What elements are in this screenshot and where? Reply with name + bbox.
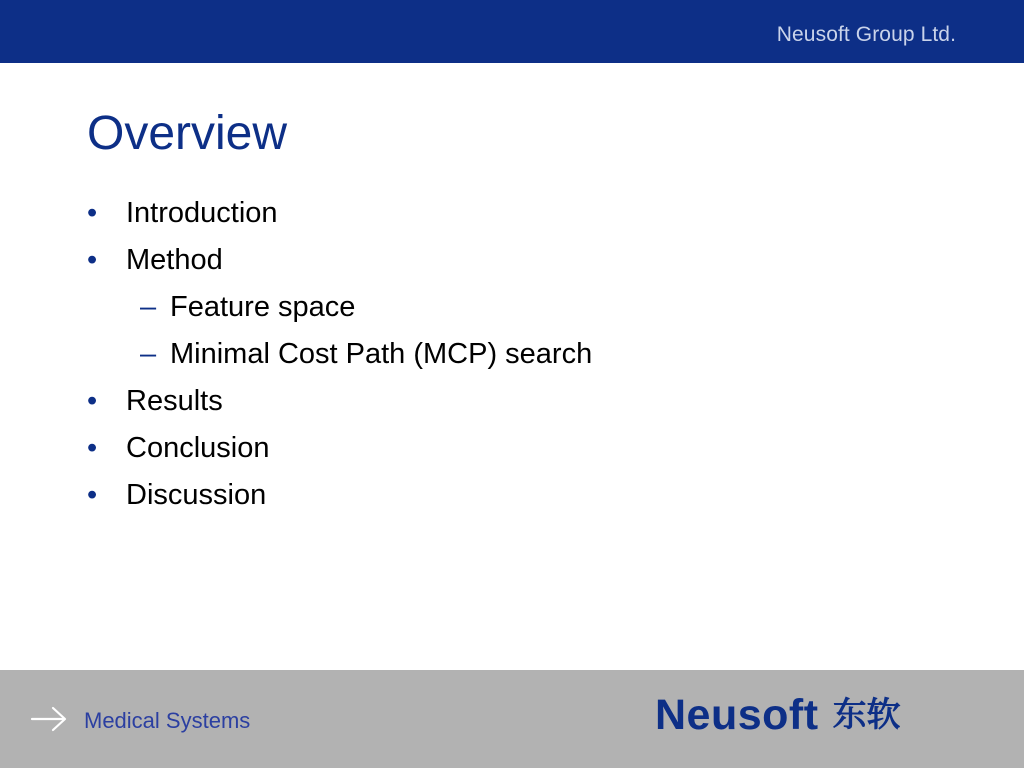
sub-bullet-text: Minimal Cost Path (MCP) search [170,338,593,370]
logo-chinese-text: 东软 [832,695,901,735]
sub-bullet-marker: – [140,338,157,370]
sub-bullet-item [87,331,927,378]
slide-title: Overview [87,107,288,160]
sub-bullet-marker: – [140,291,157,323]
footer-bar [0,670,1024,768]
bullet-marker: • [87,385,98,417]
logo-text: Neusoft [655,691,819,739]
bullet-marker: • [87,244,98,276]
bullet-item [87,425,927,472]
arrow-right-icon [30,704,68,734]
division-name: Medical Systems [84,708,251,733]
bullet-item [87,378,927,425]
bullet-text: Results [126,385,223,417]
bullet-text: Discussion [126,479,267,511]
bullet-text: Introduction [126,197,278,229]
bullet-marker: • [87,432,98,464]
bullet-marker: • [87,479,98,511]
bullet-text: Conclusion [126,432,270,464]
sub-bullet-item [87,284,927,331]
bullet-item [87,472,927,519]
bullet-item [87,237,927,284]
bullet-marker: • [87,197,98,229]
sub-bullet-text: Feature space [170,291,356,323]
bullet-item [87,190,927,237]
header-bar [0,0,1024,63]
company-logo [655,692,901,738]
bullet-text: Method [126,244,223,276]
bullet-list [87,190,927,519]
company-name: Neusoft Group Ltd. [776,23,956,46]
